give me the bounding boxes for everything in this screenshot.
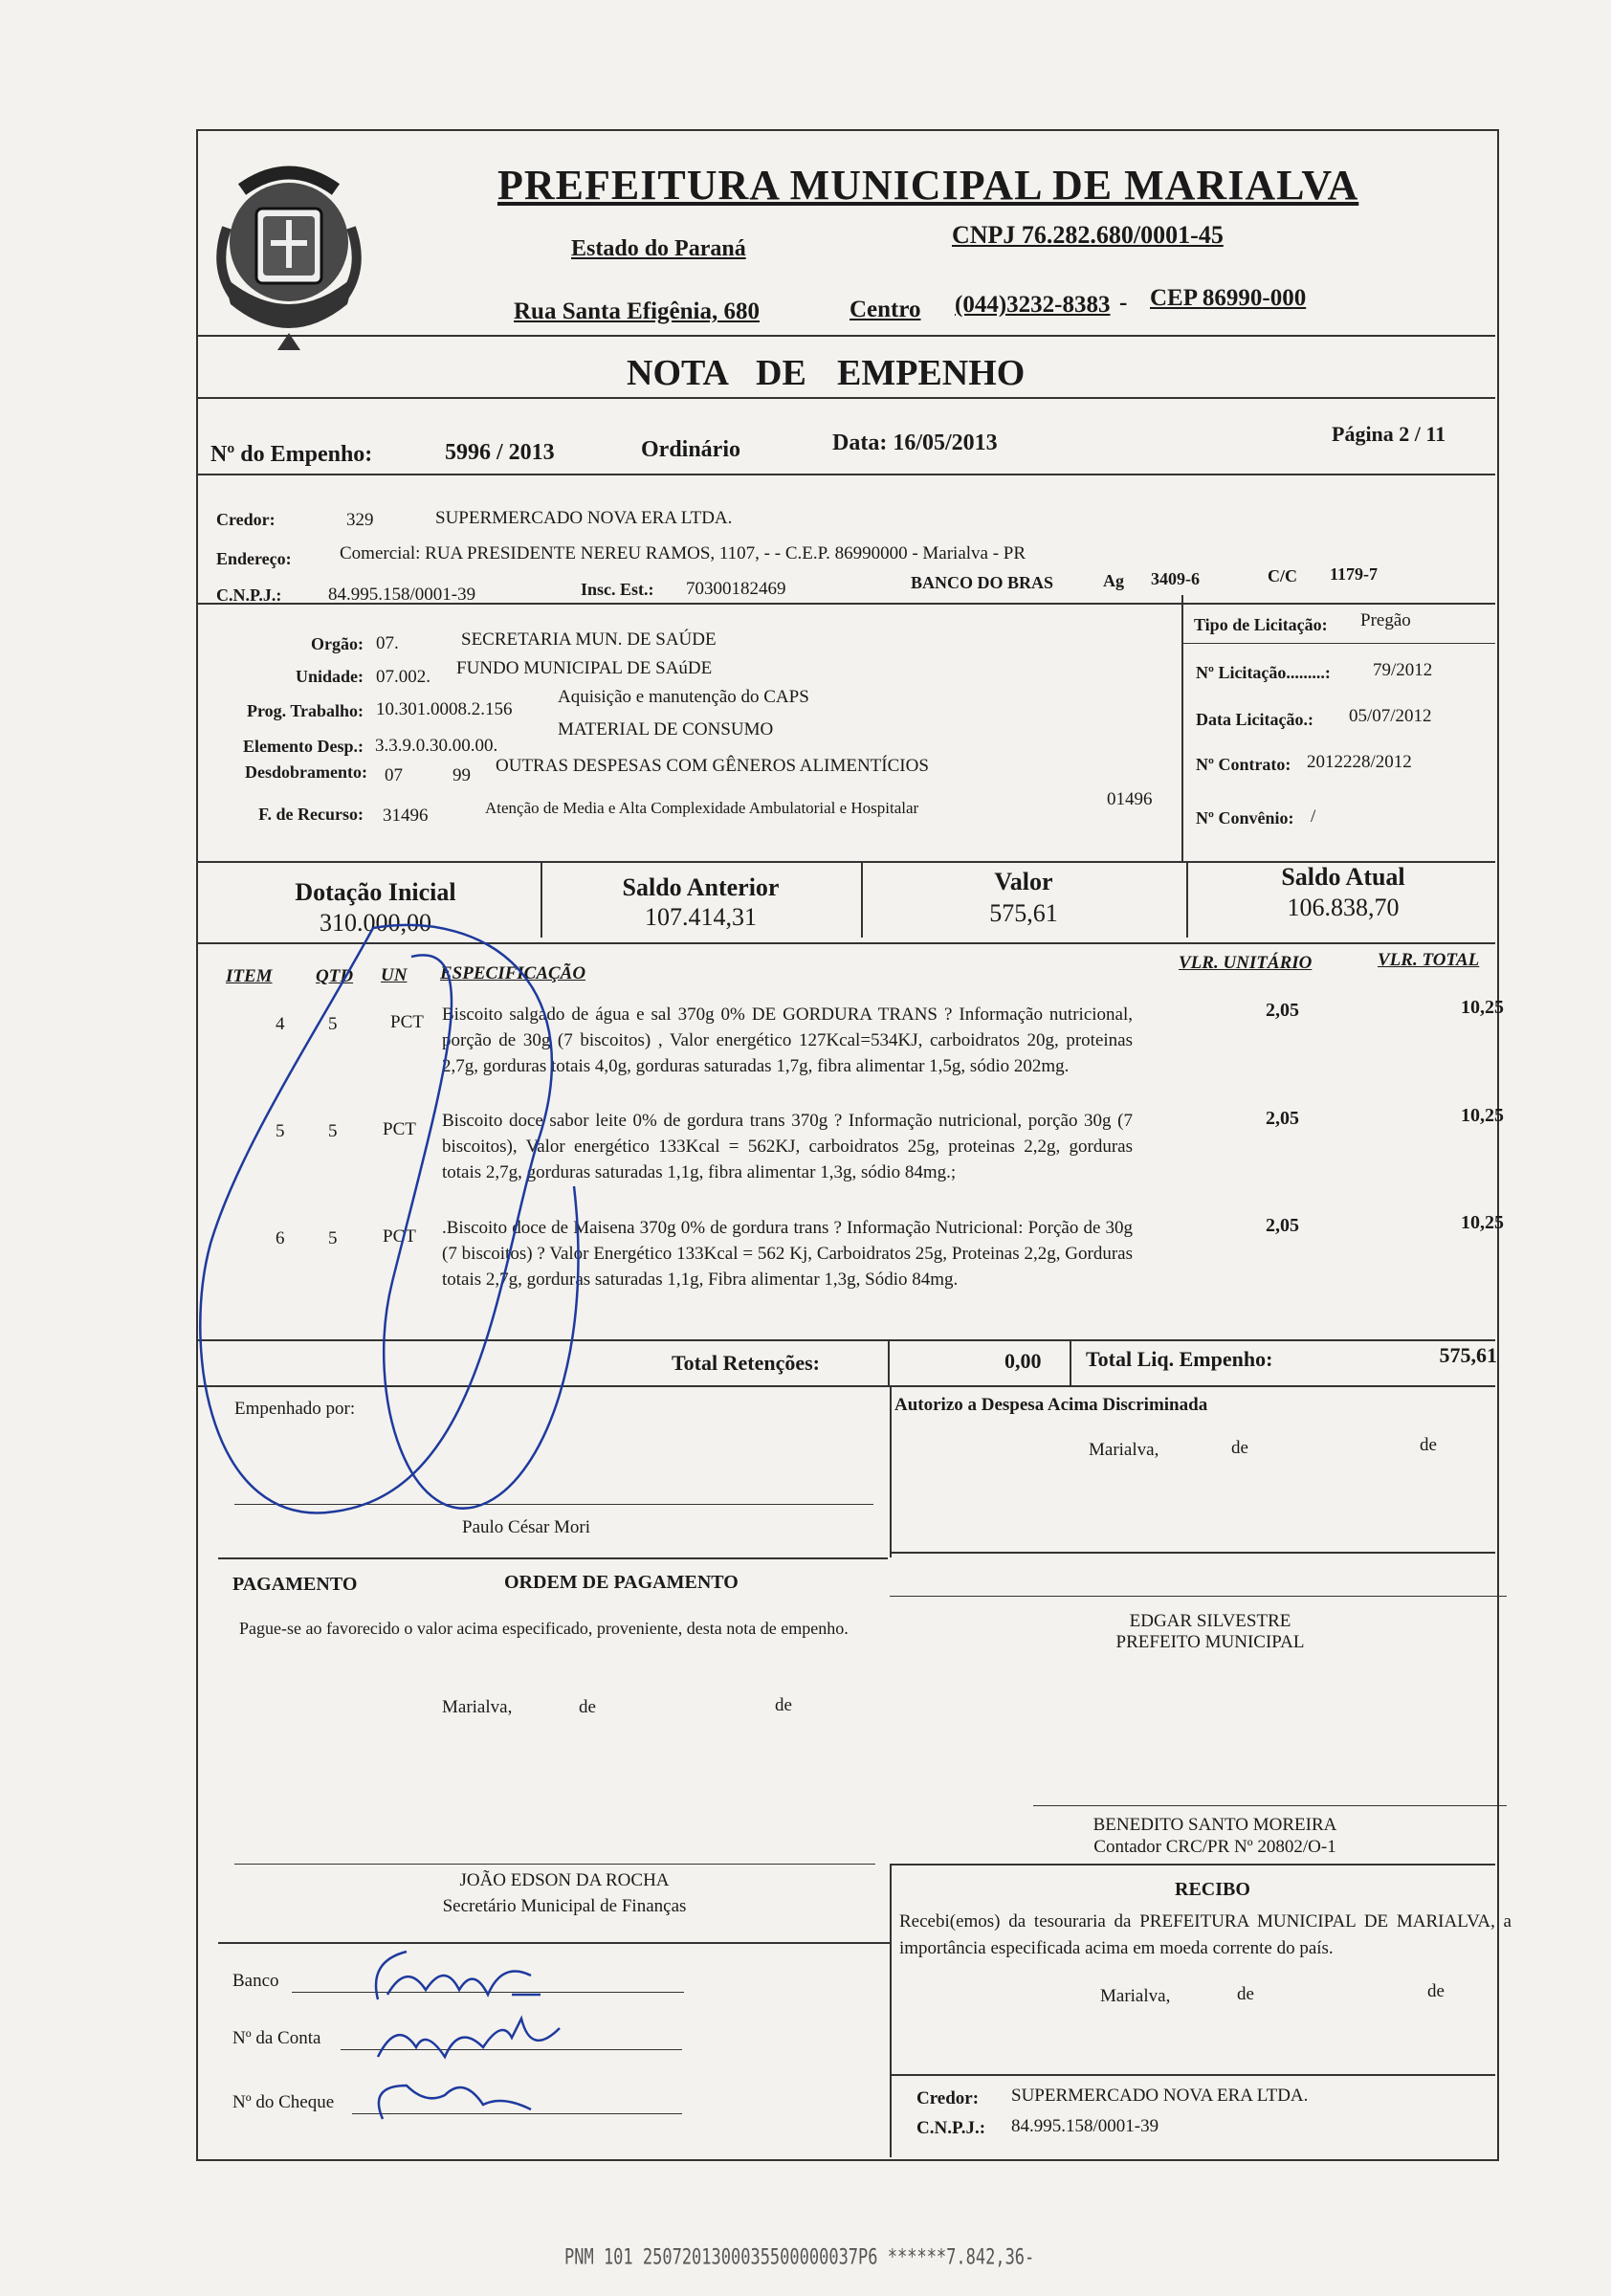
credor-code: 329	[346, 510, 374, 530]
handwritten-bank-name	[368, 1942, 598, 2133]
col-item: ITEM	[226, 966, 273, 986]
divider	[890, 2074, 1495, 2076]
retencoes-value: 0,00	[1004, 1349, 1042, 1373]
bank-name: BANCO DO BRAS	[911, 573, 1054, 592]
item-6-unit-price: 2,05	[1266, 1215, 1299, 1236]
liquido-label: Total Liq. Empenho:	[1086, 1347, 1273, 1371]
col-qtd: QTD	[316, 966, 354, 986]
credor-label: Credor:	[216, 510, 276, 529]
elemento-code: 3.3.9.0.30.00.00.	[375, 736, 498, 756]
banco-label: Banco	[232, 1971, 279, 1991]
divider	[196, 474, 1495, 475]
item-4-unit-price: 2,05	[1266, 1000, 1299, 1021]
item-5-unit: PCT	[383, 1119, 416, 1139]
autorizo-label: Autorizo a Despesa Acima Discriminada	[894, 1395, 1208, 1415]
pagamento-de-2: de	[775, 1695, 792, 1715]
agency-label: Ag	[1103, 571, 1124, 590]
autorizo-de-2: de	[1420, 1435, 1437, 1455]
divider	[196, 397, 1495, 399]
empenho-type: Ordinário	[641, 437, 741, 462]
valor-label: Valor	[994, 868, 1053, 895]
recibo-text: Recebi(emos) da tesouraria da PREFEITURA MUNICIPAL DE MARIALVA, a importância especificada acima em moeda corrente do país.	[899, 1911, 1512, 1958]
desdobramento-label: Desdobramento:	[245, 762, 367, 782]
recibo-de-1: de	[1237, 1984, 1254, 2004]
secretario-title: Secretário Municipal de Finanças	[442, 1896, 687, 1916]
dotacao-inicial-value: 310.000,00	[320, 909, 431, 937]
recibo-city: Marialva,	[1100, 1986, 1171, 2006]
empenho-number: 5996 / 2013	[445, 440, 555, 465]
item-4-spec: Biscoito salgado de água e sal 370g 0% DE GORDURA TRANS ? Informação nutricional, porção de 30g (7 biscoitos) , Valor energético 127Kcal=534KJ, carboidratos 20g, proteinas 2,7g, gorduras totais 4,0g, gorduras saturadas 1,7g, fibra alimentar 1,5g, sódio 202mg.	[442, 1004, 1133, 1076]
autorizo-city: Marialva,	[1089, 1440, 1159, 1460]
item-5-total: 10,25	[1461, 1105, 1504, 1126]
phone: (044)3232-8383	[955, 292, 1111, 318]
conta-label: Nº da Conta	[232, 2028, 321, 2048]
recibo-credor-label: Credor:	[916, 2088, 980, 2108]
account-label: C/C	[1268, 566, 1297, 585]
cheque-label: Nº do Cheque	[232, 2092, 335, 2112]
valor-value: 575,61	[989, 899, 1058, 927]
item-6-unit: PCT	[383, 1226, 416, 1247]
doc-title-empenho: EMPENHO	[837, 353, 1026, 393]
divider	[888, 1339, 890, 1385]
col-total-value: VLR. TOTAL	[1378, 950, 1480, 970]
prog-trabalho-label: Prog. Trabalho:	[246, 701, 364, 720]
pagamento-city: Marialva,	[442, 1697, 513, 1717]
empenhado-por-label: Empenhado por:	[234, 1399, 356, 1419]
liquido-value: 575,61	[1439, 1343, 1497, 1367]
account-number: 1179-7	[1330, 564, 1379, 584]
col-especificacao: ESPECIFICAÇÃO	[440, 963, 586, 983]
prefeito-name: EDGAR SILVESTRE	[1129, 1611, 1291, 1631]
pagamento-de-1: de	[579, 1697, 596, 1717]
separator: -	[1119, 290, 1128, 316]
doc-title-de: DE	[756, 353, 806, 393]
autorizo-de-1: de	[1231, 1438, 1248, 1458]
divider	[890, 1864, 1495, 1866]
item-6-total: 10,25	[1461, 1212, 1504, 1233]
item-4-number: 4	[276, 1014, 285, 1034]
licitacao-number: 79/2012	[1373, 660, 1433, 680]
prog-trabalho-code: 10.301.0008.2.156	[376, 699, 513, 719]
divider	[890, 1552, 1495, 1554]
convenio-number: /	[1311, 806, 1316, 827]
contador-name: BENEDITO SANTO MOREIRA	[1092, 1815, 1337, 1835]
item-4-qty: 5	[328, 1014, 338, 1034]
address-label: Endereço:	[216, 549, 292, 568]
insc-label: Insc. Est.:	[581, 580, 654, 599]
orgao-code: 07.	[376, 633, 399, 653]
credor-name: SUPERMERCADO NOVA ERA LTDA.	[435, 508, 733, 528]
empenho-number-label: Nº do Empenho:	[210, 442, 373, 467]
contador-title: Contador CRC/PR Nº 20802/O-1	[1093, 1837, 1336, 1857]
handwritten-signature-strokes	[172, 899, 670, 1569]
pague-se-text: Pague-se ao favorecido o valor acima especificado, proveniente, desta nota de empenho.	[239, 1619, 849, 1638]
unidade-label: Unidade:	[295, 667, 364, 686]
dotacao-inicial-label: Dotação Inicial	[295, 878, 456, 906]
item-4-total: 10,25	[1461, 997, 1504, 1018]
coat-of-arms-seal	[204, 161, 374, 362]
ordem-pagamento-label: ORDEM DE PAGAMENTO	[504, 1572, 739, 1593]
item-5-number: 5	[276, 1121, 285, 1141]
saldo-atual-label: Saldo Atual	[1281, 863, 1405, 891]
elemento-label: Elemento Desp.:	[243, 737, 364, 756]
desdobramento-name: OUTRAS DESPESAS COM GÊNEROS ALIMENTÍCIOS	[496, 756, 929, 776]
convenio-label: Nº Convênio:	[1196, 808, 1294, 828]
fonte-recurso-label: F. de Recurso:	[258, 805, 364, 824]
pagamento-label: PAGAMENTO	[232, 1574, 358, 1595]
signature-line	[234, 1864, 875, 1865]
empenho-date: Data: 16/05/2013	[832, 430, 998, 455]
item-5-qty: 5	[328, 1121, 338, 1141]
cep-header: CEP 86990-000	[1150, 285, 1307, 311]
prefeito-title: PREFEITO MUNICIPAL	[1115, 1632, 1305, 1652]
unidade-name: FUNDO MUNICIPAL DE SAúDE	[456, 658, 713, 678]
recibo-credor: SUPERMERCADO NOVA ERA LTDA.	[1011, 2086, 1309, 2106]
desdobramento-a: 07	[385, 765, 403, 785]
orgao-name: SECRETARIA MUN. DE SAÚDE	[461, 629, 717, 650]
licitacao-date: 05/07/2012	[1349, 706, 1432, 726]
signature-line	[1033, 1805, 1507, 1806]
divider	[890, 1385, 892, 1557]
fonte-recurso-code: 31496	[383, 806, 429, 826]
divider	[196, 335, 1495, 337]
state-name: Estado do Paraná	[571, 236, 746, 261]
retencoes-label: Total Retenções:	[672, 1351, 820, 1375]
doc-title-nota: NOTA	[627, 353, 729, 393]
contrato-label: Nº Contrato:	[1196, 755, 1291, 774]
municipality-title: PREFEITURA MUNICIPAL DE MARIALVA	[497, 162, 1359, 209]
cnpj-label: C.N.P.J.:	[216, 585, 282, 605]
footer-authentication-code: PNM 101 2507201300035500000037P6 ******7.842,36-	[564, 2245, 1035, 2270]
recibo-cnpj-label: C.N.P.J.:	[916, 2118, 986, 2138]
prog-trabalho-name: Aquisição e manutenção do CAPS	[558, 687, 809, 707]
item-6-qty: 5	[328, 1228, 338, 1248]
item-6-spec: .Biscoito doce de Maisena 370g 0% de gordura trans ? Informação Nutricional: Porção de 30g (7 biscoitos) ? Valor Energético 133Kcal = 562 Kj, Carboidratos 25g, Proteinas 2,2g, Gorduras totais 2,7g, gorduras saturadas 1,1g, Fibra alimentar 1,3g, Sódio 84mg.	[442, 1218, 1133, 1290]
page-number: Página 2 / 11	[1332, 422, 1446, 446]
orgao-label: Orgão:	[311, 634, 364, 653]
agency-number: 3409-6	[1151, 569, 1200, 588]
recibo-cnpj: 84.995.158/0001-39	[1011, 2116, 1159, 2136]
divider	[1186, 861, 1188, 938]
elemento-name: MATERIAL DE CONSUMO	[558, 719, 774, 740]
saldo-atual-value: 106.838,70	[1287, 894, 1400, 921]
saldo-anterior-value: 107.414,31	[645, 903, 757, 931]
divider	[890, 1864, 892, 2157]
tipo-licitacao-label: Tipo de Licitação:	[1194, 615, 1328, 634]
divider	[196, 603, 1495, 605]
desdobramento-b: 99	[452, 765, 471, 785]
fonte-recurso-name: Atenção de Media e Alta Complexidade Ambulatorial e Hospitalar	[485, 799, 919, 817]
contrato-number: 2012228/2012	[1307, 752, 1412, 772]
tipo-licitacao: Pregão	[1360, 610, 1411, 630]
secretario-name: JOÃO EDSON DA ROCHA	[459, 1870, 670, 1890]
col-un: UN	[381, 965, 408, 985]
divider	[861, 861, 863, 938]
fonte-recurso-number: 01496	[1107, 789, 1153, 809]
street-address: Rua Santa Efigênia, 680	[514, 298, 760, 324]
recibo-de-2: de	[1427, 1981, 1445, 2001]
licitacao-number-label: Nº Licitação.........:	[1196, 663, 1331, 682]
divider	[1070, 1339, 1071, 1385]
divider	[1181, 595, 1183, 863]
district: Centro	[850, 297, 921, 322]
licitacao-date-label: Data Licitação.:	[1196, 710, 1313, 729]
item-6-number: 6	[276, 1228, 285, 1248]
divider	[1181, 643, 1495, 644]
credor-address: Comercial: RUA PRESIDENTE NEREU RAMOS, 1107, - - C.E.P. 86990000 - Marialva - PR	[340, 543, 1026, 563]
empenhado-name: Paulo César Mori	[462, 1517, 591, 1537]
item-5-spec: Biscoito doce sabor leite 0% de gordura trans 370g ? Informação nutricional, porção 30g (7 biscoitos), Valor energético 133Kcal = 562KJ, carboidratos 25g, proteinas 2,2g, gorduras totais 2,7g, gorduras saturadas 1,1g, fibra alimentar 1,3g, sódio 84mg.;	[442, 1111, 1133, 1182]
saldo-anterior-label: Saldo Anterior	[622, 873, 780, 901]
recibo-label: RECIBO	[1175, 1879, 1250, 1900]
credor-cnpj: 84.995.158/0001-39	[328, 585, 476, 605]
cnpj-header: CNPJ 76.282.680/0001-45	[952, 221, 1224, 249]
insc-estadual: 70300182469	[686, 579, 786, 599]
signature-line	[890, 1596, 1507, 1597]
item-4-unit: PCT	[390, 1012, 424, 1032]
col-unit-value: VLR. UNITÁRIO	[1179, 953, 1313, 973]
unidade-code: 07.002.	[376, 667, 430, 687]
item-5-unit-price: 2,05	[1266, 1108, 1299, 1129]
